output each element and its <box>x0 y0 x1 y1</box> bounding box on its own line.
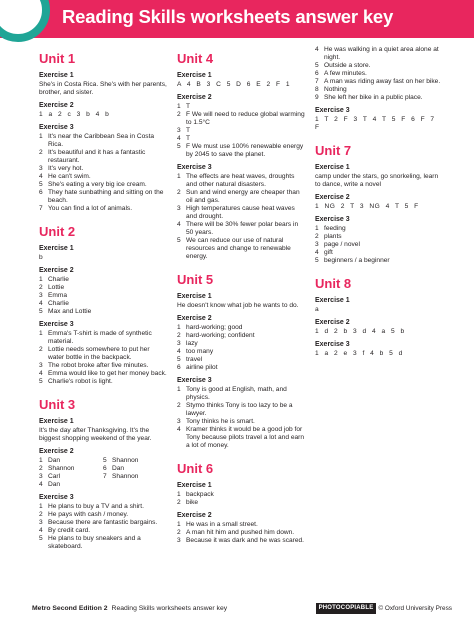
answer-item <box>103 457 167 465</box>
item-number: 3 <box>315 241 319 248</box>
unit-section <box>39 397 167 551</box>
answer-item <box>39 189 167 205</box>
answer-item <box>39 330 167 346</box>
item-number: 2 <box>177 189 181 196</box>
item-number: 2 <box>39 284 43 291</box>
exercise-title: Exercise 3 <box>39 321 74 328</box>
exercise-title: Exercise 3 <box>39 494 74 501</box>
item-text: T <box>186 127 191 134</box>
item-number: 7 <box>39 205 43 212</box>
answer-item <box>177 135 305 143</box>
answer-item <box>177 426 305 450</box>
item-text: He can't swim. <box>48 173 91 180</box>
item-number: 7 <box>103 473 107 480</box>
page-title: Reading Skills worksheets answer key <box>62 6 394 27</box>
column-2 <box>177 46 305 545</box>
answer-item <box>39 511 167 519</box>
answer-item <box>39 300 167 308</box>
item-text: gift <box>324 249 333 256</box>
item-number: 2 <box>177 402 181 409</box>
item-text: He plans to buy a TV and a shirt. <box>48 503 144 510</box>
answer-item <box>177 324 305 332</box>
answer-row: 1 T 2 F 3 T 4 T 5 F 6 F 7 F <box>315 116 435 131</box>
item-number: 2 <box>39 346 43 353</box>
unit-section <box>177 51 305 261</box>
answer-item <box>39 173 167 181</box>
item-number: 2 <box>315 233 319 240</box>
item-number: 1 <box>39 133 43 140</box>
exercise-title: Exercise 2 <box>39 448 74 455</box>
item-number: 3 <box>177 418 181 425</box>
unit-title: Unit 6 <box>177 461 214 476</box>
exercise-title: Exercise 1 <box>315 297 350 304</box>
item-number: 1 <box>177 386 181 393</box>
answer-item <box>177 205 305 221</box>
exercise-title: Exercise 3 <box>177 164 212 171</box>
footer-edition: Metro Second Edition 2 <box>32 605 108 612</box>
exercise-title: Exercise 3 <box>315 216 350 223</box>
item-text: lazy <box>186 340 198 347</box>
item-text: hard-working; confident <box>186 332 255 339</box>
footer-left <box>32 604 227 614</box>
answer-item <box>177 332 305 340</box>
item-number: 3 <box>177 537 181 544</box>
answer-item <box>315 86 443 94</box>
exercise-title: Exercise 2 <box>39 267 74 274</box>
item-number: 5 <box>103 457 107 464</box>
exercise-title: Exercise 3 <box>315 107 350 114</box>
item-text: High temperatures cause heat waves and drought. <box>186 205 295 220</box>
item-number: 5 <box>315 62 319 69</box>
item-text: The robot broke after five minutes. <box>48 362 149 369</box>
answer-text: b <box>39 254 43 261</box>
item-number: 6 <box>103 465 107 472</box>
item-number: 2 <box>177 529 181 536</box>
answer-item <box>315 257 443 265</box>
item-text: The effects are heat waves, droughts and other natural disasters. <box>186 173 295 188</box>
item-text: She's eating a very big ice cream. <box>48 181 147 188</box>
exercise-title: Exercise 1 <box>315 164 350 171</box>
answer-item <box>39 205 167 213</box>
item-text: too many <box>186 348 214 355</box>
answer-text: camp under the stars, go snorkeling, learn to dance, write a novel <box>315 173 439 188</box>
item-text: hard-working; good <box>186 324 243 331</box>
answer-item <box>177 348 305 356</box>
answer-item <box>39 378 167 386</box>
item-number: 9 <box>315 94 319 101</box>
item-text: Lottie needs somewhere to put her water bottle in the backpack. <box>48 346 150 361</box>
answer-item <box>177 237 305 261</box>
exercise-title: Exercise 2 <box>315 319 350 326</box>
answer-text: She's in Costa Rica. She's with her parents, brother, and sister. <box>39 81 167 96</box>
answer-col-right <box>103 457 167 489</box>
item-text: By credit card. <box>48 527 91 534</box>
unit-title: Unit 7 <box>315 143 352 158</box>
item-number: 5 <box>315 257 319 264</box>
answer-item <box>177 173 305 189</box>
answer-item <box>39 527 167 535</box>
answer-item <box>177 221 305 237</box>
item-number: 5 <box>177 143 181 150</box>
answer-item <box>39 370 167 378</box>
item-number: 4 <box>177 135 181 142</box>
item-number: 3 <box>39 473 43 480</box>
answer-item <box>39 503 167 511</box>
item-text: Dan <box>112 465 125 472</box>
exercise-title: Exercise 2 <box>177 94 212 101</box>
item-text: F We will need to reduce global warming to 1.5°C <box>186 111 305 126</box>
item-text: He was walking in a quiet area alone at night. <box>324 46 439 61</box>
item-text: She left her bike in a public place. <box>324 94 423 101</box>
item-number: 1 <box>39 276 43 283</box>
item-text: page / novel <box>324 241 360 248</box>
item-text: It's very hot. <box>48 165 84 172</box>
unit-title: Unit 4 <box>177 51 214 66</box>
item-number: 5 <box>177 237 181 244</box>
item-text: Shannon <box>112 457 139 464</box>
item-text: feeding <box>324 225 346 232</box>
answer-text: a <box>315 306 319 313</box>
item-number: 2 <box>177 499 181 506</box>
answer-item <box>39 165 167 173</box>
answer-item <box>315 70 443 78</box>
item-number: 6 <box>39 189 43 196</box>
item-text: Because it was dark and he was scared. <box>186 537 305 544</box>
unit-section <box>315 46 443 132</box>
column-3 <box>315 46 443 358</box>
exercise-title: Exercise 1 <box>177 293 212 300</box>
answer-item <box>103 465 167 473</box>
answer-item <box>103 473 167 481</box>
answer-item <box>39 276 167 284</box>
unit-section <box>315 143 443 265</box>
item-number: 3 <box>177 340 181 347</box>
item-number: 3 <box>39 292 43 299</box>
item-number: 7 <box>315 78 319 85</box>
exercise-title: Exercise 1 <box>39 418 74 425</box>
item-number: 1 <box>177 173 181 180</box>
item-text: bike <box>186 499 199 506</box>
answer-item <box>39 465 103 473</box>
item-text: A few minutes. <box>324 70 367 77</box>
unit-section <box>177 272 305 450</box>
item-text: Because there are fantastic bargains. <box>48 519 158 526</box>
answer-col-left <box>39 457 103 489</box>
answer-item <box>177 143 305 159</box>
item-number: 5 <box>177 356 181 363</box>
unit-title: Unit 3 <box>39 397 76 412</box>
item-number: 2 <box>39 465 43 472</box>
answer-item <box>177 491 305 499</box>
item-number: 6 <box>177 364 181 371</box>
item-text: Charlie <box>48 300 69 307</box>
exercise-title: Exercise 2 <box>177 512 212 519</box>
answer-item <box>177 189 305 205</box>
item-number: 3 <box>39 519 43 526</box>
item-text: F We must use 100% renewable energy by 2045 to save the planet. <box>186 143 304 158</box>
item-number: 4 <box>177 348 181 355</box>
answer-item <box>315 46 443 62</box>
answer-item <box>177 418 305 426</box>
exercise-title: Exercise 2 <box>315 194 350 201</box>
item-number: 4 <box>39 173 43 180</box>
item-text: They hate sunbathing and sitting on the beach. <box>48 189 164 204</box>
answer-item <box>315 94 443 102</box>
item-text: Sun and wind energy are cheaper than oil and gas. <box>186 189 300 204</box>
unit-title: Unit 2 <box>39 224 76 239</box>
exercise-title: Exercise 1 <box>177 482 212 489</box>
answer-row: 1 d 2 b 3 d 4 a 5 b <box>315 328 405 335</box>
answer-item <box>39 519 167 527</box>
exercise-title: Exercise 1 <box>39 72 74 79</box>
item-text: A man hit him and pushed him down. <box>186 529 295 536</box>
item-number: 2 <box>39 511 43 518</box>
answer-text: It's the day after Thanksgiving. It's the biggest shopping weekend of the year. <box>39 427 152 442</box>
item-text: plants <box>324 233 342 240</box>
exercise-title: Exercise 2 <box>39 102 74 109</box>
column-1 <box>39 46 167 551</box>
item-text: Lottie <box>48 284 65 291</box>
item-number: 2 <box>39 149 43 156</box>
item-number: 2 <box>177 332 181 339</box>
item-number: 5 <box>39 535 43 542</box>
item-text: airline pilot <box>186 364 218 371</box>
answer-item <box>39 535 167 551</box>
answer-item <box>177 103 305 111</box>
item-text: Emma <box>48 292 68 299</box>
answer-item <box>177 340 305 348</box>
item-number: 5 <box>39 308 43 315</box>
item-text: beginners / a beginner <box>324 257 390 264</box>
item-text: He was in a small street. <box>186 521 258 528</box>
exercise-title: Exercise 3 <box>315 341 350 348</box>
item-text: Tony is good at English, math, and physics. <box>186 386 287 401</box>
answer-item <box>315 78 443 86</box>
item-text: Shannon <box>112 473 139 480</box>
answer-text: He doesn't know what job he wants to do. <box>177 302 299 309</box>
answer-item <box>39 149 167 165</box>
item-number: 4 <box>177 426 181 433</box>
item-text: backpack <box>186 491 214 498</box>
item-text: Kramer thinks it would be a good job for Tony because pilots travel a lot and earn a lot of money. <box>186 426 305 449</box>
item-number: 1 <box>177 324 181 331</box>
item-number: 3 <box>177 205 181 212</box>
answer-item <box>39 457 103 465</box>
item-number: 4 <box>315 46 319 53</box>
footer-right <box>316 603 452 614</box>
item-text: It's near the Caribbean Sea in Costa Rica. <box>48 133 155 148</box>
item-number: 4 <box>39 481 43 488</box>
item-number: 4 <box>315 249 319 256</box>
answer-item <box>39 181 167 189</box>
answer-item <box>177 529 305 537</box>
item-number: 3 <box>177 127 181 134</box>
item-number: 1 <box>177 103 181 110</box>
answer-item <box>39 481 103 489</box>
unit-title: Unit 5 <box>177 272 214 287</box>
item-text: It's beautiful and it has a fantastic restaurant. <box>48 149 146 164</box>
item-text: There will be 30% fewer polar bears in 50 years. <box>186 221 299 236</box>
unit-section <box>39 51 167 213</box>
answer-item <box>39 473 103 481</box>
unit-section <box>177 461 305 545</box>
exercise-title: Exercise 1 <box>177 72 212 79</box>
item-number: 1 <box>39 330 43 337</box>
answer-item <box>177 402 305 418</box>
item-text: Carl <box>48 473 61 480</box>
item-text: A man was riding away fast on her bike. <box>324 78 441 85</box>
item-text: You can find a lot of animals. <box>48 205 133 212</box>
unit-title: Unit 8 <box>315 276 352 291</box>
item-number: 8 <box>315 86 319 93</box>
footer <box>32 603 452 615</box>
exercise-title: Exercise 3 <box>177 377 212 384</box>
answer-item <box>315 241 443 249</box>
answer-item <box>315 62 443 70</box>
item-text: Tony thinks he is smart. <box>186 418 255 425</box>
answer-item <box>315 233 443 241</box>
item-number: 4 <box>39 527 43 534</box>
item-text: Nothing <box>324 86 347 93</box>
answer-item <box>177 364 305 372</box>
answer-item <box>177 537 305 545</box>
answer-item <box>39 133 167 149</box>
item-text: T <box>186 103 191 110</box>
answer-item <box>177 386 305 402</box>
photocopiable-badge: PHOTOCOPIABLE <box>316 603 377 614</box>
item-text: He plans to buy sneakers and a skateboard. <box>48 535 141 550</box>
answer-row: 1 NG 2 T 3 NG 4 T 5 F <box>315 203 419 210</box>
item-text: Shannon <box>48 465 75 472</box>
footer-subtitle: Reading Skills worksheets answer key <box>111 605 228 612</box>
item-number: 3 <box>39 362 43 369</box>
item-number: 1 <box>39 503 43 510</box>
item-number: 4 <box>39 370 43 377</box>
answer-item <box>39 308 167 316</box>
item-text: Emma would like to get her money back. <box>48 370 167 377</box>
answer-row: 1 a 2 c 3 b 4 b <box>39 111 110 118</box>
answer-item <box>39 284 167 292</box>
item-number: 4 <box>177 221 181 228</box>
item-number: 2 <box>177 111 181 118</box>
item-number: 4 <box>39 300 43 307</box>
item-number: 6 <box>315 70 319 77</box>
answer-row: A 4 B 3 C 5 D 6 E 2 F 1 <box>177 81 291 88</box>
item-text: Charlie <box>48 276 69 283</box>
unit-section <box>315 276 443 358</box>
answer-item <box>39 362 167 370</box>
exercise-title: Exercise 2 <box>177 315 212 322</box>
answer-item <box>177 111 305 127</box>
footer-copyright: © Oxford University Press <box>378 604 452 612</box>
item-text: travel <box>186 356 203 363</box>
item-text: T <box>186 135 191 142</box>
exercise-title: Exercise 1 <box>39 245 74 252</box>
answer-item <box>39 346 167 362</box>
item-number: 1 <box>315 225 319 232</box>
answer-item <box>315 225 443 233</box>
answer-item <box>315 249 443 257</box>
item-text: Max and Lottie <box>48 308 92 315</box>
item-text: Emma's T-shirt is made of synthetic material. <box>48 330 152 345</box>
item-text: Charlie's robot is light. <box>48 378 113 385</box>
answer-row: 1 a 2 e 3 f 4 b 5 d <box>315 350 403 357</box>
answer-two-col <box>39 457 167 489</box>
exercise-title: Exercise 3 <box>39 124 74 131</box>
item-text: We can reduce our use of natural resources and change to renewable energy. <box>186 237 291 260</box>
item-number: 1 <box>39 457 43 464</box>
answer-item <box>177 499 305 507</box>
item-text: He pays with cash / money. <box>48 511 129 518</box>
unit-section <box>39 224 167 386</box>
answer-item <box>177 356 305 364</box>
item-number: 5 <box>39 378 43 385</box>
unit-title: Unit 1 <box>39 51 76 66</box>
item-number: 5 <box>39 181 43 188</box>
item-number: 1 <box>177 491 181 498</box>
answer-item <box>177 127 305 135</box>
answer-item <box>177 521 305 529</box>
answer-item <box>39 292 167 300</box>
item-number: 3 <box>39 165 43 172</box>
item-number: 1 <box>177 521 181 528</box>
item-text: Stymo thinks Tony is too lazy to be a lawyer. <box>186 402 293 417</box>
item-text: Outside a store. <box>324 62 371 69</box>
item-text: Dan <box>48 481 61 488</box>
item-text: Dan <box>48 457 61 464</box>
